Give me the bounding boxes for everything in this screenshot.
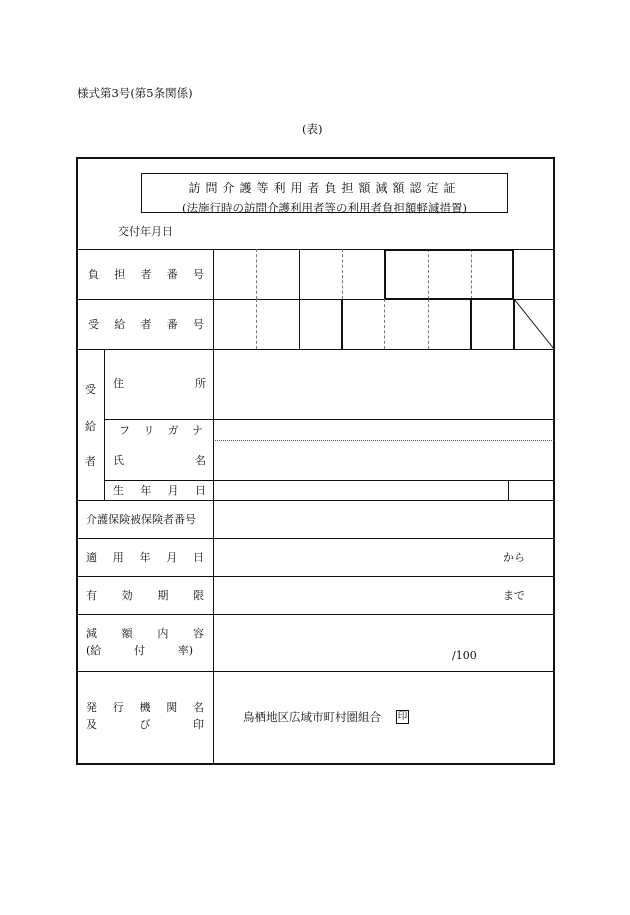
certificate-title: 訪問介護等利用者負担額減額認定証 — [188, 181, 461, 195]
certificate-subtitle: (法施行時の訪問介護利用者等の利用者負担額軽減措置) — [182, 201, 467, 215]
payer-number-label: 負 担 者 番 号 — [88, 268, 204, 281]
recipient-number-label: 受 給 者 番 号 — [88, 318, 204, 331]
recipient-group-char-3: 者 — [85, 455, 96, 468]
validity-suffix: まで — [503, 589, 525, 602]
issue-date-label: 交付年月日 — [118, 225, 173, 238]
address-label: 住 所 — [113, 377, 206, 390]
seal-box: 印 — [397, 711, 408, 722]
rate-value: /100 — [452, 649, 477, 662]
recipient-number-diagonal — [514, 299, 555, 350]
birthdate-label: 生 年 月 日 — [113, 484, 206, 497]
form-number: 様式第3号(第5条関係) — [77, 86, 193, 100]
recipient-group-char-1: 受 — [85, 383, 96, 396]
side-label: (表) — [302, 122, 323, 136]
reduction-rate-label: (給 付 率) — [86, 644, 193, 657]
furigana-label: フ リ ガ ナ — [119, 424, 203, 437]
issuer-label-line1: 発 行 機 関 名 — [86, 701, 204, 714]
apply-date-label: 適 用 年 月 日 — [86, 551, 204, 564]
issuer-name: 鳥栖地区広域市町村圏組合 — [243, 710, 381, 724]
issuer-label-line2: 及 び 印 — [86, 718, 204, 731]
name-label: 氏 名 — [113, 454, 206, 467]
validity-label: 有 効 期 限 — [86, 589, 204, 602]
insured-number-label: 介護保険被保険者番号 — [86, 513, 196, 526]
apply-date-suffix: から — [503, 551, 525, 564]
title-box — [141, 173, 508, 213]
recipient-group-char-2: 給 — [85, 420, 96, 433]
payer-number-bold-box — [384, 249, 514, 300]
reduction-content-label: 減 額 内 容 — [86, 627, 204, 640]
